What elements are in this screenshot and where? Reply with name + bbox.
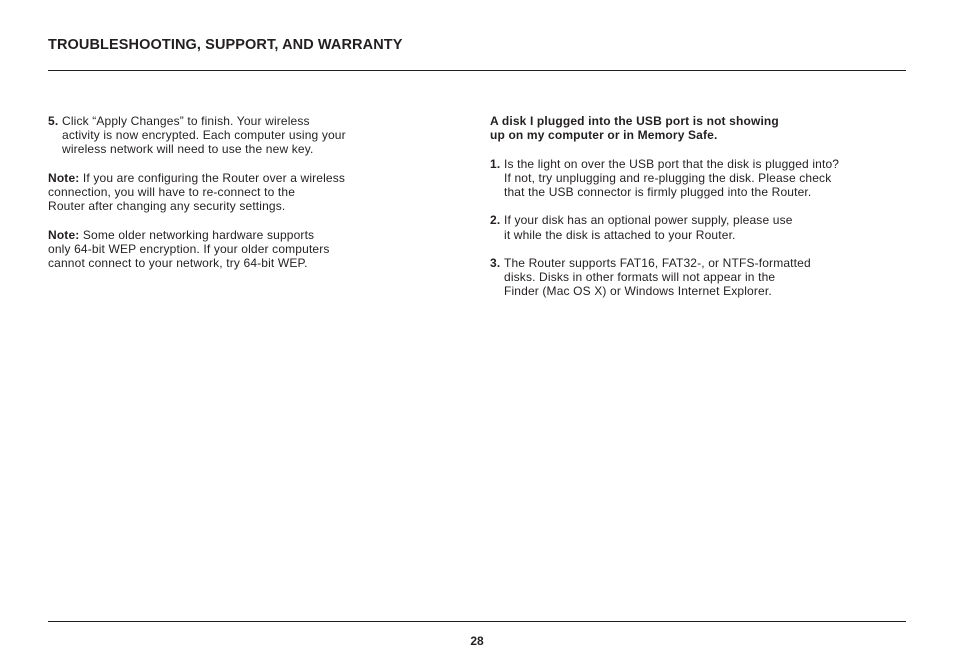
step-number: 3. xyxy=(490,255,501,270)
step-3 xyxy=(490,256,890,299)
step-line: Finder (Mac OS X) or Windows Internet Explorer. xyxy=(504,284,772,299)
note-line: only 64-bit WEP encryption. If your older computers xyxy=(48,241,330,256)
note-line: Some older networking hardware supports xyxy=(79,227,315,242)
step-line: wireless network will need to use the new key. xyxy=(62,142,314,157)
note-security-settings xyxy=(48,171,388,214)
footer-divider xyxy=(48,621,906,622)
step-5 xyxy=(48,114,388,157)
heading-line: A disk I plugged into the USB port is not showing xyxy=(490,114,779,128)
step-1 xyxy=(490,157,890,200)
step-line: If not, try unplugging and re-plugging the disk. Please check xyxy=(504,170,832,185)
note-line: Router after changing any security settings. xyxy=(48,199,286,214)
left-column xyxy=(48,114,388,284)
note-line: cannot connect to your network, try 64-bit WEP. xyxy=(48,256,308,270)
step-line: activity is now encrypted. Each computer using your xyxy=(62,128,346,143)
right-column xyxy=(490,114,890,313)
note-64bit-wep xyxy=(48,228,388,271)
note-line: If you are configuring the Router over a wireless xyxy=(79,170,346,185)
step-number: 5. xyxy=(48,114,59,128)
page-number: 28 xyxy=(470,634,484,648)
step-2 xyxy=(490,213,890,241)
note-label: Note: xyxy=(48,227,80,242)
heading-line: up on my computer or in Memory Safe. xyxy=(490,128,718,143)
step-line: The Router supports FAT16, FAT32-, or NTFS-formatted xyxy=(504,255,811,270)
header-divider xyxy=(48,70,906,71)
step-line: disks. Disks in other formats will not appear in the xyxy=(504,270,776,285)
step-line: If your disk has an optional power supply, please use xyxy=(504,213,793,228)
step-line: Click “Apply Changes” to finish. Your wireless xyxy=(62,114,310,128)
usb-disk-heading xyxy=(490,114,890,142)
step-line: it while the disk is attached to your Router. xyxy=(504,227,736,242)
step-line: Is the light on over the USB port that the disk is plugged into? xyxy=(504,156,840,171)
step-line: that the USB connector is firmly plugged into the Router. xyxy=(504,185,812,199)
step-number: 2. xyxy=(490,213,501,228)
section-title: TROUBLESHOOTING, SUPPORT, AND WARRANTY xyxy=(48,37,403,53)
note-label: Note: xyxy=(48,170,80,185)
note-line: connection, you will have to re-connect to the xyxy=(48,185,296,199)
step-number: 1. xyxy=(490,156,501,171)
